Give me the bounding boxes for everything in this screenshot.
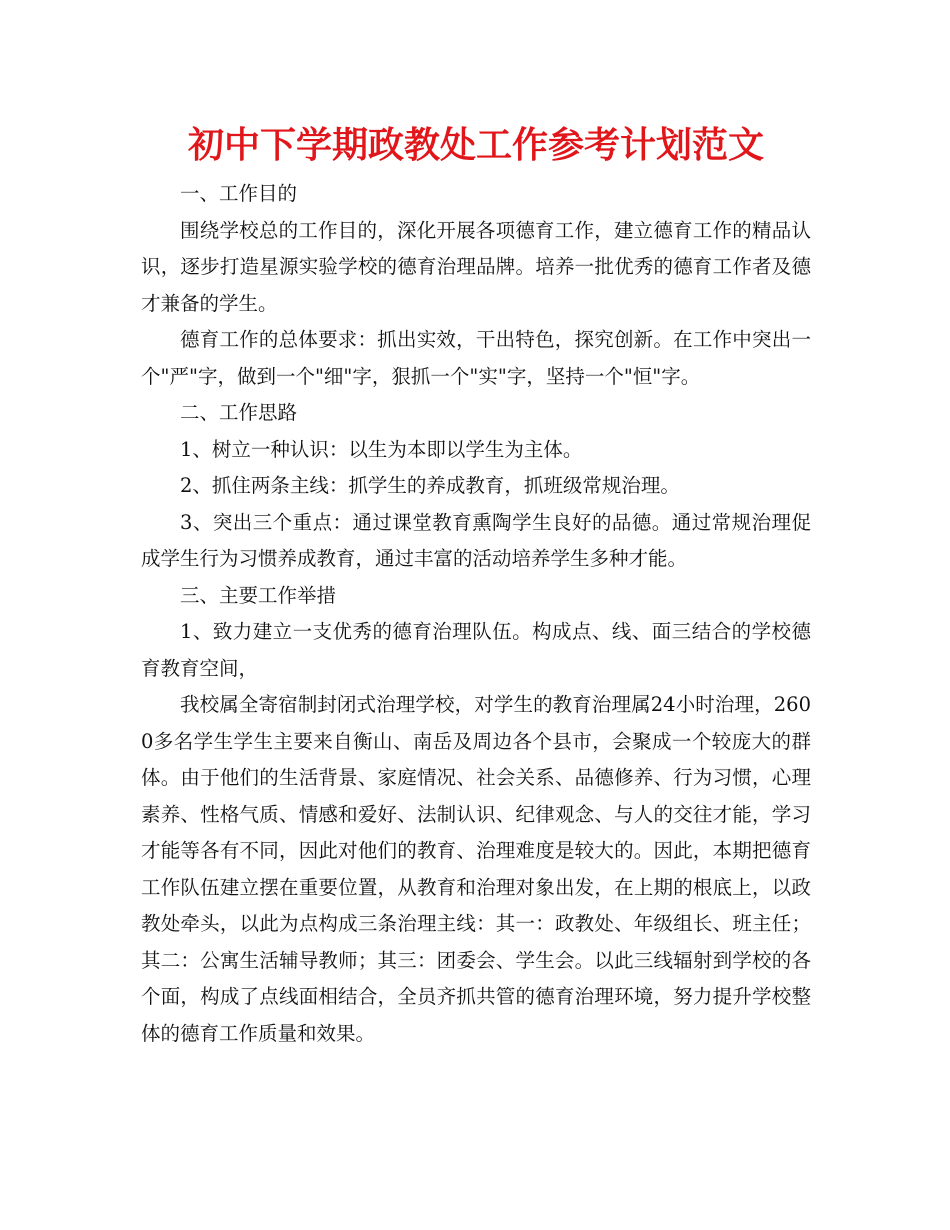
list-item-approach-2: 2、抓住两条主线：抓学生的养成教育，抓班级常规治理。 [180, 474, 680, 497]
list-item-approach-1: 1、树立一种认识：以生为本即以学生为主体。 [180, 437, 583, 461]
document-title: 初中下学期政教处工作参考计划范文 [187, 125, 764, 166]
paragraph-measures-detail: 我校属全寄宿制封闭式治理学校，对学生的教育治理属24小时治理，2600多名学生学生主要来自衡山、南岳及周边各个县市，会聚成一个较庞大的群体。由于他们的生活背景、家庭情况、社会关系、品德修养、行为习惯，心理素养、性格气质、情感和爱好、法制认识、纪律观念、与人的交往才能，学习才能等各有不同，因此对他们的教育、治理难度是较大的。因此，本期把德育工作队伍建立摆在重要位置，从教育和治理对象出发，在上期的根底上，以政教处牵头，以此为点构成三条治理主线：其一：政教处、年级组长、班主任；其二：公寓生活辅导教师；其三：团委会、学生会。以此三线辐射到学校的各个面，构成了点线面相结合，全员齐抓共管的德育治理环境，努力提升学校整体的德育工作质量和效果。 [141, 693, 811, 1045]
paragraph-requirements: 德育工作的总体要求：抓出实效，干出特色，探究创新。在工作中突出一个"严"字，做到一个"细"字，狠抓一个"实"字，坚持一个"恒"字。 [141, 328, 811, 388]
section-heading-approach: 二、工作思路 [180, 401, 298, 424]
document-page [141, 122, 811, 1052]
list-item-approach-3: 3、突出三个重点：通过课堂教育熏陶学生良好的品德。通过常规治理促成学生行为习惯养成教育，通过丰富的活动培养学生多种才能。 [141, 510, 811, 570]
list-item-measures-1: 1、致力建立一支优秀的德育治理队伍。构成点、线、面三结合的学校德育教育空间， [141, 620, 811, 680]
paragraph-purpose: 围绕学校总的工作目的，深化开展各项德育工作，建立德育工作的精品认识，逐步打造星源实验学校的德育治理品牌。培养一批优秀的德育工作者及德才兼备的学生。 [141, 218, 811, 315]
section-heading-purpose: 一、工作目的 [180, 182, 298, 205]
section-heading-measures: 三、主要工作举措 [180, 583, 337, 607]
